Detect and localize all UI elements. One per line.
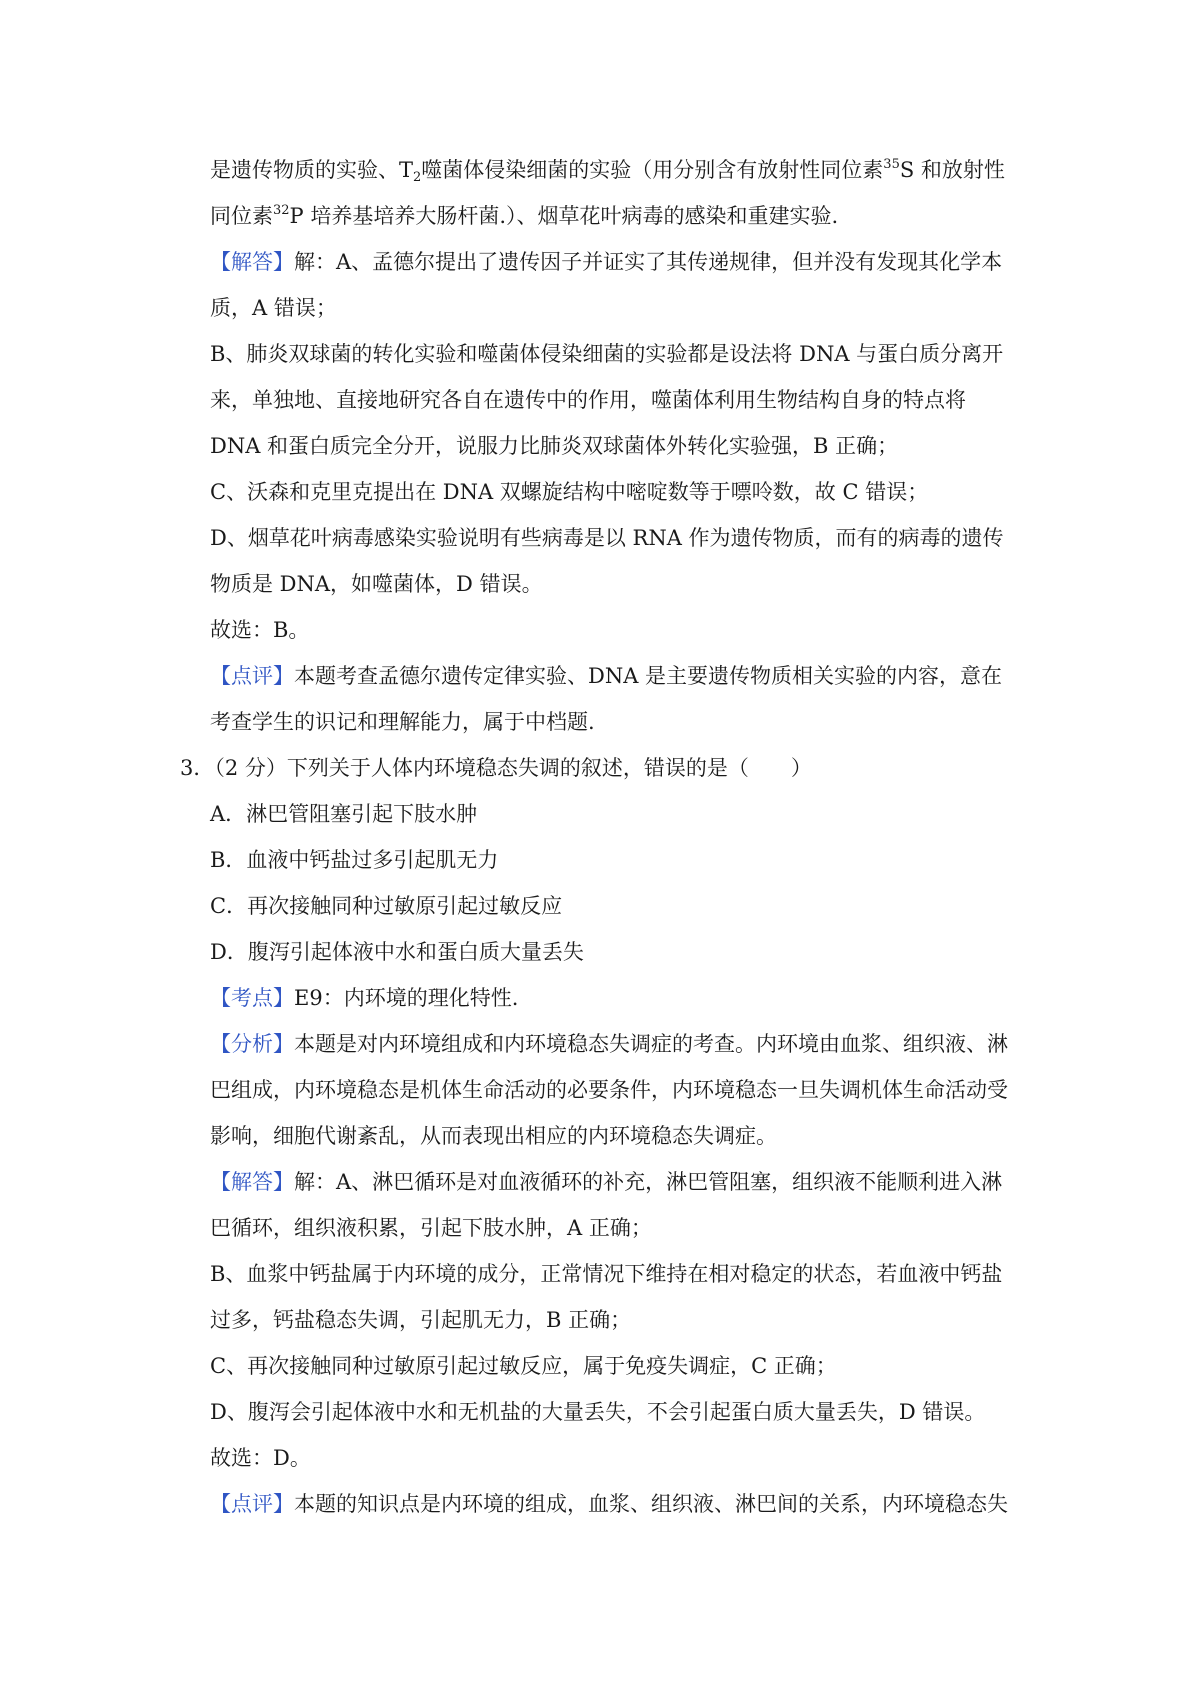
text-line: D、烟草花叶病毒感染实验说明有些病毒是以 RNA 作为遗传物质，而有的病毒的遗传	[210, 526, 1004, 550]
analysis-tag: 【分析】	[210, 1032, 294, 1056]
text-line: 是遗传物质的实验、$T_2$噬菌体侵染细菌的实验（用分别含有放射性同位素$^{35}$S 和放射性	[210, 157, 1005, 185]
text-line: DNA 和蛋白质完全分开，说服力比肺炎双球菌体外转化实验强，B 正确；	[210, 434, 899, 458]
review-line: 【点评】本题的知识点是内环境的组成，血浆、组织液、淋巴间的关系，内环境稳态失	[210, 1492, 1008, 1516]
text-line: 同位素$^{32}$P 培养基培养大肠杆菌.）、烟草花叶病毒的感染和重建实验.	[210, 203, 839, 228]
answer-line: 【解答】解：A、淋巴循环是对血液循环的补充，淋巴管阻塞，组织液不能顺利进入淋	[210, 1170, 1003, 1194]
text-line: 物质是 DNA，如噬菌体，D 错误。	[210, 572, 543, 596]
choice-line: 故选：D。	[210, 1446, 311, 1470]
option-d: D．腹泻引起体液中水和蛋白质大量丢失	[210, 940, 584, 964]
answer-line: 【解答】解：A、孟德尔提出了遗传因子并证实了其传递规律，但并没有发现其化学本	[210, 250, 1003, 274]
answer-tag: 【解答】	[210, 250, 294, 274]
knowledge-point-tag: 【考点】	[210, 986, 294, 1010]
question-stem: 3．（2 分）下列关于人体内环境稳态失调的叙述，错误的是（ ）	[180, 756, 812, 780]
answer-tag: 【解答】	[210, 1170, 294, 1194]
review-line: 【点评】本题考查孟德尔遗传定律实验、DNA 是主要遗传物质相关实验的内容，意在	[210, 664, 1003, 688]
text-line: 影响，细胞代谢紊乱，从而表现出相应的内环境稳态失调症。	[210, 1124, 777, 1148]
knowledge-point-line: 【考点】E9：内环境的理化特性.	[210, 986, 519, 1010]
option-c: C．再次接触同种过敏原引起过敏反应	[210, 894, 563, 918]
option-a: A．淋巴管阻塞引起下肢水肿	[210, 802, 478, 826]
text-line: 巴组成，内环境稳态是机体生命活动的必要条件，内环境稳态一旦失调机体生命活动受	[210, 1078, 1008, 1102]
text-line: 质，A 错误；	[210, 296, 337, 320]
choice-line: 故选：B。	[210, 618, 310, 642]
text-line: 来，单独地、直接地研究各自在遗传中的作用，噬菌体利用生物结构自身的特点将	[210, 388, 966, 412]
text-line: 考查学生的识记和理解能力，属于中档题.	[210, 710, 595, 734]
text-line: 过多，钙盐稳态失调，引起肌无力，B 正确；	[210, 1308, 632, 1332]
text-line: B、血浆中钙盐属于内环境的成分，正常情况下维持在相对稳定的状态，若血液中钙盐	[210, 1262, 1003, 1286]
text-line: D、腹泻会引起体液中水和无机盐的大量丢失，不会引起蛋白质大量丢失，D 错误。	[210, 1400, 986, 1424]
review-tag: 【点评】	[210, 664, 294, 688]
text-line: C、沃森和克里克提出在 DNA 双螺旋结构中嘧啶数等于嘌呤数，故 C 错误；	[210, 480, 929, 504]
analysis-line: 【分析】本题是对内环境组成和内环境稳态失调症的考查。内环境由血浆、组织液、淋	[210, 1032, 1008, 1056]
option-b: B．血液中钙盐过多引起肌无力	[210, 848, 499, 872]
text-line: 巴循环，组织液积累，引起下肢水肿，A 正确；	[210, 1216, 652, 1240]
review-tag: 【点评】	[210, 1492, 294, 1516]
text-line: C、再次接触同种过敏原引起过敏反应，属于免疫失调症，C 正确；	[210, 1354, 837, 1378]
text-line: B、肺炎双球菌的转化实验和噬菌体侵染细菌的实验都是设法将 DNA 与蛋白质分离开	[210, 342, 1004, 366]
